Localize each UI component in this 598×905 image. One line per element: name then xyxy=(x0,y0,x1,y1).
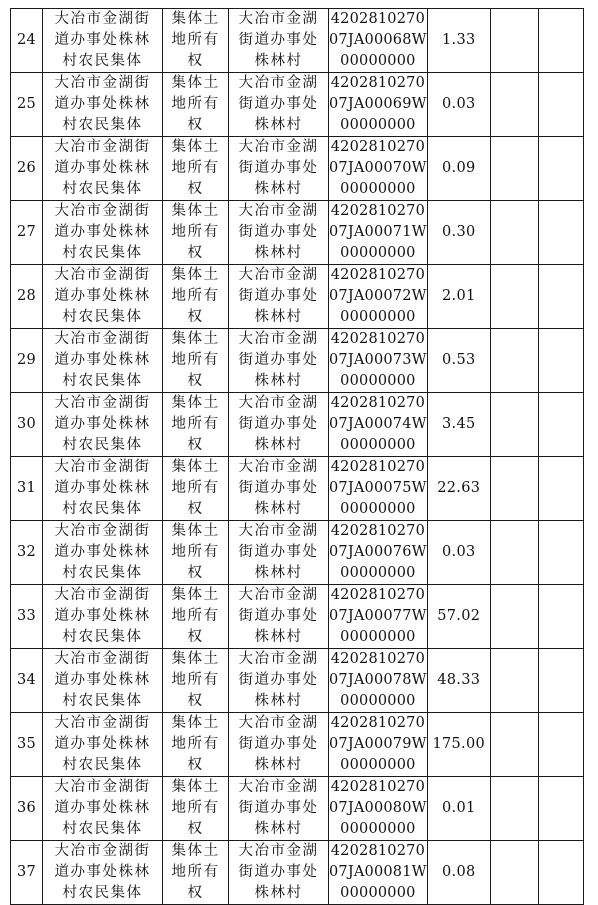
right-type-line: 权 xyxy=(187,309,204,325)
blank-cell-2 xyxy=(538,265,583,329)
right-type-line: 集体土 xyxy=(171,843,220,859)
area-cell: 22.63 xyxy=(427,457,490,521)
location-line: 大冶市金湖 xyxy=(238,459,319,475)
row-number-cell: 29 xyxy=(11,329,43,393)
right-type-cell xyxy=(163,841,229,905)
right-type-cell xyxy=(163,393,229,457)
location-cell xyxy=(229,585,329,649)
parcel-code-cell xyxy=(329,393,428,457)
owner-line: 道办事处株林 xyxy=(54,544,151,560)
right-type-line: 权 xyxy=(187,53,204,69)
parcel-code-line: 4202810270 xyxy=(330,523,426,539)
parcel-code-line: 00000000 xyxy=(340,693,416,709)
right-type-line: 集体土 xyxy=(171,203,220,219)
location-line: 街道办事处 xyxy=(238,672,319,688)
table-row xyxy=(11,713,584,777)
blank-cell-2 xyxy=(538,649,583,713)
location-line: 株林村 xyxy=(254,117,303,133)
blank-cell-2 xyxy=(538,393,583,457)
owner-line: 大冶市金湖街 xyxy=(54,139,151,155)
location-line: 大冶市金湖 xyxy=(238,11,319,27)
location-line: 株林村 xyxy=(254,629,303,645)
parcel-code-line: 07JA00080W xyxy=(329,800,427,816)
owner-cell xyxy=(43,265,163,329)
owner-line: 道办事处株林 xyxy=(54,96,151,112)
area-cell: 48.33 xyxy=(427,649,490,713)
parcel-code-line: 07JA00069W xyxy=(329,96,427,112)
table-row xyxy=(11,201,584,265)
blank-cell-1 xyxy=(490,73,538,137)
table-row xyxy=(11,393,584,457)
owner-line: 道办事处株林 xyxy=(54,672,151,688)
blank-cell-2 xyxy=(538,585,583,649)
location-line: 大冶市金湖 xyxy=(238,715,319,731)
area-cell: 0.30 xyxy=(427,201,490,265)
row-number-cell: 27 xyxy=(11,201,43,265)
table-row xyxy=(11,649,584,713)
parcel-code-line: 07JA00071W xyxy=(329,224,427,240)
land-rights-table xyxy=(10,8,584,905)
table-row xyxy=(11,457,584,521)
parcel-code-line: 4202810270 xyxy=(330,331,426,347)
parcel-code-line: 4202810270 xyxy=(330,203,426,219)
table-row xyxy=(11,841,584,905)
parcel-code-line: 07JA00072W xyxy=(329,288,427,304)
owner-line: 村农民集体 xyxy=(62,117,143,133)
area-cell: 1.33 xyxy=(427,9,490,73)
blank-cell-1 xyxy=(490,393,538,457)
right-type-cell xyxy=(163,457,229,521)
location-cell xyxy=(229,841,329,905)
parcel-code-line: 07JA00068W xyxy=(329,32,427,48)
location-line: 街道办事处 xyxy=(238,608,319,624)
blank-cell-2 xyxy=(538,329,583,393)
parcel-code-cell xyxy=(329,841,428,905)
parcel-code-line: 4202810270 xyxy=(330,75,426,91)
blank-cell-2 xyxy=(538,457,583,521)
owner-line: 村农民集体 xyxy=(62,565,143,581)
blank-cell-2 xyxy=(538,777,583,841)
location-line: 株林村 xyxy=(254,373,303,389)
owner-line: 大冶市金湖街 xyxy=(54,843,151,859)
owner-cell xyxy=(43,201,163,265)
owner-line: 大冶市金湖街 xyxy=(54,267,151,283)
blank-cell-1 xyxy=(490,457,538,521)
owner-line: 大冶市金湖街 xyxy=(54,331,151,347)
right-type-line: 集体土 xyxy=(171,139,220,155)
right-type-cell xyxy=(163,137,229,201)
right-type-line: 地所有 xyxy=(171,544,220,560)
parcel-code-line: 00000000 xyxy=(340,373,416,389)
area-cell: 57.02 xyxy=(427,585,490,649)
location-cell xyxy=(229,9,329,73)
location-cell xyxy=(229,457,329,521)
parcel-code-line: 00000000 xyxy=(340,885,416,901)
row-number-cell: 35 xyxy=(11,713,43,777)
area-cell: 0.53 xyxy=(427,329,490,393)
parcel-code-line: 07JA00076W xyxy=(329,544,427,560)
right-type-cell xyxy=(163,649,229,713)
right-type-line: 集体土 xyxy=(171,331,220,347)
parcel-code-line: 4202810270 xyxy=(330,843,426,859)
parcel-code-cell xyxy=(329,649,428,713)
right-type-line: 地所有 xyxy=(171,224,220,240)
parcel-code-line: 00000000 xyxy=(340,309,416,325)
blank-cell-1 xyxy=(490,137,538,201)
parcel-code-cell xyxy=(329,265,428,329)
location-cell xyxy=(229,521,329,585)
location-cell xyxy=(229,73,329,137)
table-row xyxy=(11,329,584,393)
location-line: 街道办事处 xyxy=(238,864,319,880)
right-type-line: 权 xyxy=(187,629,204,645)
location-line: 街道办事处 xyxy=(238,288,319,304)
location-line: 大冶市金湖 xyxy=(238,139,319,155)
parcel-code-cell xyxy=(329,9,428,73)
location-cell xyxy=(229,713,329,777)
owner-line: 村农民集体 xyxy=(62,437,143,453)
row-number-cell: 25 xyxy=(11,73,43,137)
location-line: 大冶市金湖 xyxy=(238,331,319,347)
parcel-code-line: 07JA00075W xyxy=(329,480,427,496)
owner-line: 大冶市金湖街 xyxy=(54,779,151,795)
area-cell: 175.00 xyxy=(427,713,490,777)
parcel-code-line: 07JA00079W xyxy=(329,736,427,752)
right-type-line: 集体土 xyxy=(171,11,220,27)
right-type-line: 权 xyxy=(187,821,204,837)
parcel-code-cell xyxy=(329,329,428,393)
parcel-code-line: 4202810270 xyxy=(330,587,426,603)
table-row xyxy=(11,521,584,585)
right-type-line: 集体土 xyxy=(171,395,220,411)
right-type-line: 集体土 xyxy=(171,587,220,603)
location-cell xyxy=(229,393,329,457)
right-type-line: 权 xyxy=(187,437,204,453)
location-line: 街道办事处 xyxy=(238,32,319,48)
parcel-code-line: 4202810270 xyxy=(330,459,426,475)
parcel-code-cell xyxy=(329,777,428,841)
blank-cell-1 xyxy=(490,265,538,329)
parcel-code-line: 00000000 xyxy=(340,821,416,837)
location-cell xyxy=(229,265,329,329)
parcel-code-line: 4202810270 xyxy=(330,651,426,667)
location-line: 株林村 xyxy=(254,53,303,69)
location-line: 株林村 xyxy=(254,693,303,709)
owner-line: 大冶市金湖街 xyxy=(54,11,151,27)
owner-cell xyxy=(43,329,163,393)
row-number-cell: 37 xyxy=(11,841,43,905)
parcel-code-line: 00000000 xyxy=(340,245,416,261)
parcel-code-line: 00000000 xyxy=(340,501,416,517)
location-cell xyxy=(229,137,329,201)
blank-cell-1 xyxy=(490,713,538,777)
parcel-code-line: 4202810270 xyxy=(330,715,426,731)
parcel-code-line: 4202810270 xyxy=(330,395,426,411)
owner-line: 大冶市金湖街 xyxy=(54,587,151,603)
location-line: 街道办事处 xyxy=(238,96,319,112)
owner-line: 道办事处株林 xyxy=(54,288,151,304)
location-line: 大冶市金湖 xyxy=(238,75,319,91)
location-line: 大冶市金湖 xyxy=(238,651,319,667)
owner-line: 道办事处株林 xyxy=(54,352,151,368)
parcel-code-cell xyxy=(329,585,428,649)
location-line: 街道办事处 xyxy=(238,352,319,368)
owner-line: 大冶市金湖街 xyxy=(54,651,151,667)
blank-cell-2 xyxy=(538,201,583,265)
right-type-line: 权 xyxy=(187,245,204,261)
right-type-line: 集体土 xyxy=(171,779,220,795)
blank-cell-1 xyxy=(490,777,538,841)
blank-cell-1 xyxy=(490,841,538,905)
parcel-code-cell xyxy=(329,201,428,265)
location-cell xyxy=(229,649,329,713)
location-line: 大冶市金湖 xyxy=(238,779,319,795)
owner-line: 道办事处株林 xyxy=(54,864,151,880)
right-type-line: 集体土 xyxy=(171,267,220,283)
blank-cell-2 xyxy=(538,521,583,585)
parcel-code-line: 00000000 xyxy=(340,53,416,69)
row-number-cell: 31 xyxy=(11,457,43,521)
owner-cell xyxy=(43,73,163,137)
owner-line: 村农民集体 xyxy=(62,693,143,709)
location-line: 街道办事处 xyxy=(238,416,319,432)
right-type-line: 地所有 xyxy=(171,416,220,432)
owner-line: 大冶市金湖街 xyxy=(54,715,151,731)
right-type-line: 权 xyxy=(187,373,204,389)
parcel-code-line: 07JA00078W xyxy=(329,672,427,688)
owner-line: 村农民集体 xyxy=(62,629,143,645)
parcel-code-cell xyxy=(329,137,428,201)
blank-cell-2 xyxy=(538,713,583,777)
blank-cell-1 xyxy=(490,649,538,713)
right-type-line: 集体土 xyxy=(171,523,220,539)
right-type-line: 集体土 xyxy=(171,651,220,667)
right-type-line: 地所有 xyxy=(171,800,220,816)
owner-cell xyxy=(43,9,163,73)
right-type-line: 地所有 xyxy=(171,864,220,880)
row-number-cell: 36 xyxy=(11,777,43,841)
location-line: 大冶市金湖 xyxy=(238,267,319,283)
owner-line: 道办事处株林 xyxy=(54,160,151,176)
right-type-line: 地所有 xyxy=(171,480,220,496)
owner-line: 村农民集体 xyxy=(62,53,143,69)
owner-line: 村农民集体 xyxy=(62,245,143,261)
row-number-cell: 24 xyxy=(11,9,43,73)
owner-line: 村农民集体 xyxy=(62,501,143,517)
right-type-cell xyxy=(163,73,229,137)
owner-line: 大冶市金湖街 xyxy=(54,523,151,539)
owner-line: 村农民集体 xyxy=(62,309,143,325)
right-type-line: 权 xyxy=(187,757,204,773)
owner-line: 村农民集体 xyxy=(62,885,143,901)
table-row xyxy=(11,137,584,201)
right-type-line: 地所有 xyxy=(171,672,220,688)
location-line: 株林村 xyxy=(254,885,303,901)
parcel-code-line: 00000000 xyxy=(340,437,416,453)
parcel-code-line: 07JA00073W xyxy=(329,352,427,368)
right-type-line: 集体土 xyxy=(171,75,220,91)
parcel-code-cell xyxy=(329,457,428,521)
right-type-line: 地所有 xyxy=(171,32,220,48)
parcel-code-line: 4202810270 xyxy=(330,11,426,27)
row-number-cell: 26 xyxy=(11,137,43,201)
row-number-cell: 30 xyxy=(11,393,43,457)
row-number-cell: 32 xyxy=(11,521,43,585)
owner-line: 村农民集体 xyxy=(62,181,143,197)
owner-line: 道办事处株林 xyxy=(54,32,151,48)
owner-line: 道办事处株林 xyxy=(54,736,151,752)
owner-cell xyxy=(43,649,163,713)
location-line: 大冶市金湖 xyxy=(238,587,319,603)
location-line: 街道办事处 xyxy=(238,800,319,816)
parcel-code-line: 07JA00074W xyxy=(329,416,427,432)
owner-line: 大冶市金湖街 xyxy=(54,459,151,475)
right-type-cell xyxy=(163,585,229,649)
location-line: 街道办事处 xyxy=(238,544,319,560)
table-body xyxy=(11,9,584,905)
parcel-code-line: 4202810270 xyxy=(330,779,426,795)
area-cell: 0.03 xyxy=(427,521,490,585)
right-type-line: 权 xyxy=(187,117,204,133)
location-line: 大冶市金湖 xyxy=(238,843,319,859)
blank-cell-1 xyxy=(490,329,538,393)
right-type-cell xyxy=(163,201,229,265)
blank-cell-1 xyxy=(490,521,538,585)
parcel-code-line: 00000000 xyxy=(340,181,416,197)
parcel-code-line: 4202810270 xyxy=(330,139,426,155)
location-line: 株林村 xyxy=(254,757,303,773)
owner-line: 道办事处株林 xyxy=(54,224,151,240)
right-type-cell xyxy=(163,329,229,393)
owner-line: 村农民集体 xyxy=(62,373,143,389)
owner-line: 道办事处株林 xyxy=(54,480,151,496)
parcel-code-line: 07JA00081W xyxy=(329,864,427,880)
owner-cell xyxy=(43,841,163,905)
right-type-line: 集体土 xyxy=(171,459,220,475)
location-line: 株林村 xyxy=(254,821,303,837)
right-type-cell xyxy=(163,9,229,73)
parcel-code-line: 07JA00070W xyxy=(329,160,427,176)
right-type-line: 权 xyxy=(187,885,204,901)
right-type-cell xyxy=(163,713,229,777)
area-cell: 0.01 xyxy=(427,777,490,841)
right-type-cell xyxy=(163,265,229,329)
parcel-code-cell xyxy=(329,713,428,777)
right-type-line: 权 xyxy=(187,181,204,197)
parcel-code-line: 00000000 xyxy=(340,757,416,773)
table-row xyxy=(11,777,584,841)
blank-cell-2 xyxy=(538,137,583,201)
owner-line: 村农民集体 xyxy=(62,757,143,773)
location-line: 株林村 xyxy=(254,245,303,261)
location-line: 株林村 xyxy=(254,501,303,517)
location-line: 大冶市金湖 xyxy=(238,395,319,411)
row-number-cell: 34 xyxy=(11,649,43,713)
area-cell: 3.45 xyxy=(427,393,490,457)
owner-cell xyxy=(43,393,163,457)
location-line: 街道办事处 xyxy=(238,224,319,240)
owner-cell xyxy=(43,713,163,777)
right-type-cell xyxy=(163,777,229,841)
right-type-cell xyxy=(163,521,229,585)
blank-cell-1 xyxy=(490,201,538,265)
location-cell xyxy=(229,201,329,265)
owner-cell xyxy=(43,521,163,585)
table-row xyxy=(11,9,584,73)
owner-line: 大冶市金湖街 xyxy=(54,203,151,219)
owner-line: 道办事处株林 xyxy=(54,800,151,816)
owner-cell xyxy=(43,457,163,521)
owner-line: 大冶市金湖街 xyxy=(54,395,151,411)
right-type-line: 地所有 xyxy=(171,608,220,624)
location-cell xyxy=(229,329,329,393)
blank-cell-1 xyxy=(490,9,538,73)
area-cell: 2.01 xyxy=(427,265,490,329)
location-line: 株林村 xyxy=(254,309,303,325)
right-type-line: 地所有 xyxy=(171,160,220,176)
location-line: 街道办事处 xyxy=(238,480,319,496)
row-number-cell: 28 xyxy=(11,265,43,329)
owner-cell xyxy=(43,585,163,649)
right-type-line: 权 xyxy=(187,501,204,517)
parcel-code-cell xyxy=(329,73,428,137)
location-line: 大冶市金湖 xyxy=(238,203,319,219)
right-type-line: 集体土 xyxy=(171,715,220,731)
location-line: 株林村 xyxy=(254,437,303,453)
location-line: 株林村 xyxy=(254,181,303,197)
parcel-code-line: 07JA00077W xyxy=(329,608,427,624)
right-type-line: 地所有 xyxy=(171,352,220,368)
parcel-code-line: 4202810270 xyxy=(330,267,426,283)
right-type-line: 地所有 xyxy=(171,288,220,304)
parcel-code-line: 00000000 xyxy=(340,117,416,133)
owner-line: 大冶市金湖街 xyxy=(54,75,151,91)
table-row xyxy=(11,73,584,137)
location-cell xyxy=(229,777,329,841)
right-type-line: 权 xyxy=(187,693,204,709)
blank-cell-2 xyxy=(538,73,583,137)
blank-cell-2 xyxy=(538,9,583,73)
table-row xyxy=(11,265,584,329)
location-line: 街道办事处 xyxy=(238,736,319,752)
table-row xyxy=(11,585,584,649)
location-line: 大冶市金湖 xyxy=(238,523,319,539)
right-type-line: 地所有 xyxy=(171,96,220,112)
owner-cell xyxy=(43,777,163,841)
blank-cell-1 xyxy=(490,585,538,649)
parcel-code-line: 00000000 xyxy=(340,629,416,645)
area-cell: 0.08 xyxy=(427,841,490,905)
blank-cell-2 xyxy=(538,841,583,905)
owner-line: 道办事处株林 xyxy=(54,608,151,624)
owner-line: 道办事处株林 xyxy=(54,416,151,432)
location-line: 株林村 xyxy=(254,565,303,581)
right-type-line: 权 xyxy=(187,565,204,581)
area-cell: 0.09 xyxy=(427,137,490,201)
parcel-code-line: 00000000 xyxy=(340,565,416,581)
parcel-code-cell xyxy=(329,521,428,585)
owner-line: 村农民集体 xyxy=(62,821,143,837)
location-line: 街道办事处 xyxy=(238,160,319,176)
row-number-cell: 33 xyxy=(11,585,43,649)
right-type-line: 地所有 xyxy=(171,736,220,752)
area-cell: 0.03 xyxy=(427,73,490,137)
owner-cell xyxy=(43,137,163,201)
